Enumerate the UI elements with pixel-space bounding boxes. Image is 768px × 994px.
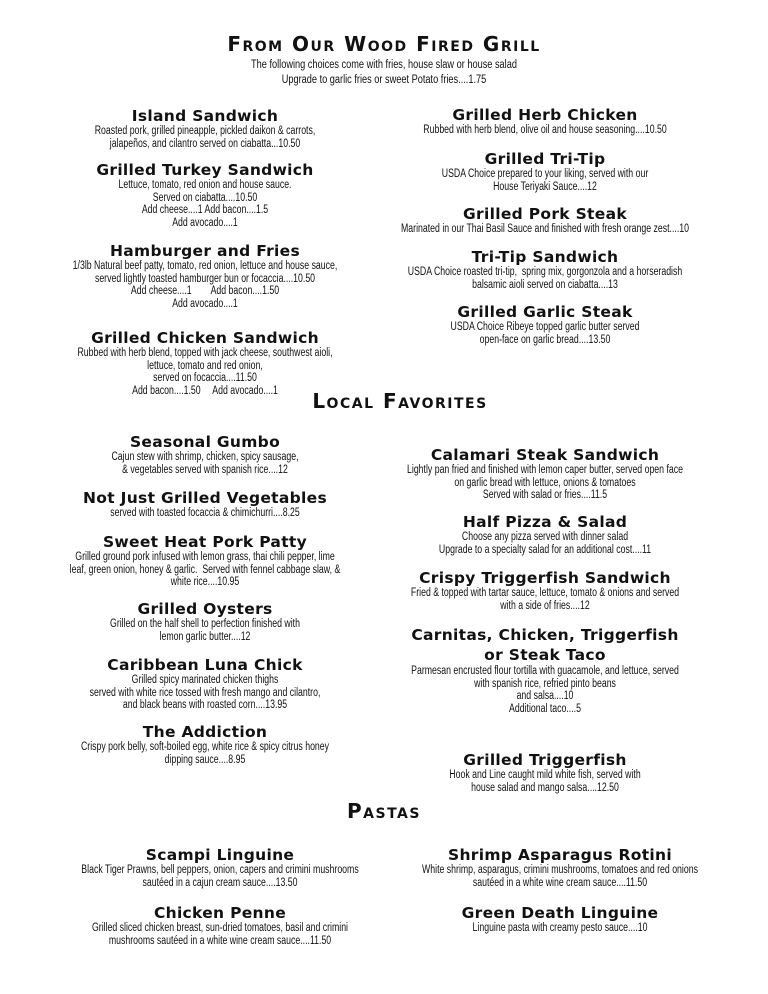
description-line: dipping sauce....8.95	[164, 753, 246, 766]
description-line: Cajun stew with shrimp, chicken, spicy sausage,	[111, 451, 299, 463]
menu-item-name: Island Sandwich	[131, 107, 279, 125]
menu-item	[60, 108, 350, 150]
menu-item-name: Grilled Herb Chicken	[452, 106, 638, 124]
section-title-local-favorites: Local Favorites	[312, 389, 488, 413]
menu-item	[364, 249, 725, 291]
menu-item	[52, 905, 389, 947]
description-line: Add avocado....1	[172, 216, 238, 229]
description-line: jalapeños, and cilantro served on ciabatta...10.50	[109, 137, 301, 150]
description-line: Add avocado....1	[172, 297, 238, 310]
description-line: lettuce, tomato and red onion,	[147, 359, 263, 372]
description-line: & vegetables served with spanish rice....12	[122, 463, 288, 476]
menu-item-name: Seasonal Gumbo	[129, 433, 281, 451]
description-line: served with toasted focaccia & chimichurri....8.25	[110, 507, 300, 519]
description-line: Black Tiger Prawns, bell peppers, onion, capers and crimini mushrooms	[81, 864, 359, 876]
description-line: White shrimp, asparagus, crimini mushrooms, tomatoes and red onions	[422, 864, 698, 876]
menu-item-name: Not Just Grilled Vegetables	[83, 489, 327, 507]
description-line: and salsa....10	[516, 690, 574, 703]
menu-item-name: Grilled Triggerfish	[463, 751, 627, 769]
menu-item-name: Grilled Chicken Sandwich	[91, 329, 319, 347]
description-line: leaf, green onion, honey & garlic. Served with fennel cabbage slaw, &	[69, 563, 341, 576]
menu-item-description	[119, 179, 292, 229]
menu-item-description	[408, 266, 682, 291]
menu-item-name: Crispy Triggerfish Sandwich	[419, 569, 671, 587]
menu-item-name: Grilled Tri-Tip	[484, 150, 606, 168]
description-line: on garlic bread with lettuce, onions & tomatoes	[454, 476, 636, 489]
menu-item-description	[411, 587, 679, 612]
menu-item-description	[423, 124, 666, 137]
description-line: Hook and Line caught mild white fish, served with	[449, 769, 641, 781]
menu-item-description	[407, 464, 683, 502]
description-line: Lightly pan fried and finished with lemon caper butter, served open face	[407, 464, 683, 476]
menu-item	[91, 162, 319, 229]
menu-item	[369, 570, 722, 612]
menu-item-description	[81, 741, 329, 766]
menu-item-name: Tri-Tip Sandwich	[471, 248, 619, 266]
menu-item	[82, 434, 328, 476]
menu-item	[445, 905, 675, 935]
menu-item	[42, 724, 368, 766]
description-line: House Teriyaki Sauce....12	[493, 180, 597, 193]
menu-item	[421, 304, 670, 346]
description-line: Served with salad or fries....11.5	[482, 489, 608, 502]
menu-item	[80, 490, 329, 520]
description-line: house salad and mango salsa....12.50	[471, 781, 619, 794]
description-line: served lightly toasted hamburger bun or focaccia....10.50	[94, 272, 316, 285]
menu-item-description	[77, 347, 332, 397]
menu-item-description	[439, 531, 651, 556]
description-line: Additional taco....5	[509, 702, 581, 715]
menu-item-name: Sweet Heat Pork Patty	[102, 533, 308, 551]
description-line: Fried & topped with tartar sauce, lettuce, tomato & onions and served	[410, 587, 680, 599]
description-line: Add cheese....1 Add bacon....1.5	[141, 204, 269, 217]
menu-item-name: Caribbean Luna Chick	[107, 656, 303, 674]
description-line: Roasted pork, grilled pineapple, pickled daikon & carrots,	[94, 125, 316, 137]
description-line: Grilled on the half shell to perfection finished with	[110, 618, 300, 630]
menu-item-name: Scampi Linguine	[145, 846, 295, 864]
description-line: Rubbed with herb blend, topped with jack cheese, southwest aioli,	[77, 347, 333, 359]
description-line: served on focaccia....11.50	[153, 372, 257, 385]
menu-item-description	[110, 507, 299, 520]
description-line: open-face on garlic bread....13.50	[479, 333, 611, 346]
description-line: Rubbed with herb blend, olive oil and house seasoning....10.50	[423, 124, 667, 136]
section-title-pastas: Pastas	[347, 799, 421, 823]
description-line: USDA Choice Ribeye topped garlic butter served	[450, 321, 640, 333]
menu-item-description	[90, 674, 321, 712]
description-line: balsamic aioli served on ciabatta....13	[472, 278, 618, 291]
menu-item-name: Green Death Linguine	[461, 904, 659, 922]
menu-item	[385, 107, 705, 137]
menu-item-name: Shrimp Asparagus Rotini	[448, 846, 672, 864]
section-note: The following choices come with fries, house slaw or house salad	[251, 59, 517, 71]
menu-item	[378, 847, 741, 889]
description-line: with spanish rice, refried pinto beans	[474, 677, 616, 690]
menu-item-name: Carnitas, Chicken, Triggerfish or Steak Taco	[411, 626, 679, 664]
description-line: Grilled sliced chicken breast, sun-dried tomatoes, basil and crimini	[91, 922, 349, 934]
menu-item-name: Grilled Turkey Sandwich	[96, 161, 314, 179]
menu-item-name: Grilled Garlic Steak	[457, 303, 633, 321]
menu-item-description	[411, 665, 679, 715]
menu-item	[356, 206, 735, 236]
menu-item-description	[110, 618, 300, 643]
menu-item-name: Chicken Penne	[153, 904, 287, 922]
description-line: mushrooms sautéed in a white wine cream sauce....11.50	[108, 934, 332, 947]
description-line: sautéed in a white wine cream sauce....11.50	[472, 876, 648, 889]
description-line: Add bacon....1.50 Add avocado....1	[132, 384, 278, 397]
menu-item-description	[95, 125, 316, 150]
description-line: Grilled spicy marinated chicken thighs	[131, 674, 279, 686]
menu-item-description	[449, 769, 640, 794]
menu-item	[31, 243, 379, 310]
menu-item-description	[70, 551, 341, 589]
menu-item-description	[473, 922, 648, 935]
description-line: lemon garlic butter....12	[159, 630, 251, 643]
description-line: Lettuce, tomato, red onion and house sauce.	[118, 179, 292, 191]
menu-item-description	[111, 451, 298, 476]
menu-item	[419, 752, 671, 794]
menu-item	[37, 330, 373, 397]
description-line: USDA Choice roasted tri-tip, spring mix, gorgonzola and a horseradish	[407, 266, 683, 278]
description-line: USDA Choice prepared to your liking, served with our	[441, 168, 649, 180]
menu-item-name: Half Pizza & Salad	[462, 513, 628, 531]
menu-item-description	[422, 864, 698, 889]
menu-item-description	[442, 168, 648, 193]
description-line: Add cheese....1 Add bacon....1.50	[130, 285, 280, 298]
menu-item-description	[81, 864, 358, 889]
description-line: Grilled ground pork infused with lemon grass, thai chili pepper, lime	[75, 551, 335, 563]
menu-item-name: The Addiction	[142, 723, 268, 741]
menu-item	[27, 534, 383, 589]
menu-item	[80, 601, 330, 643]
description-line: Linguine pasta with creamy pesto sauce....10	[472, 922, 648, 934]
description-line: served with white rice tossed with fresh mango and cilantro,	[89, 686, 321, 699]
description-line: with a side of fries....12	[500, 599, 590, 612]
menu-item	[409, 151, 681, 193]
menu-item-name: Grilled Oysters	[137, 600, 273, 618]
menu-item	[369, 625, 721, 715]
description-line: Crispy pork belly, soft-boiled egg, white rice & spicy citrus honey	[80, 741, 330, 753]
description-line: Choose any pizza served with dinner salad	[461, 531, 629, 543]
description-line: white rice....10.95	[170, 576, 240, 589]
menu-item-description	[401, 223, 689, 236]
menu-item-description	[73, 260, 338, 310]
description-line: Upgrade to a specialty salad for an additional cost....11	[438, 543, 652, 556]
section-note: Upgrade to garlic fries or sweet Potato fries....1.75	[281, 74, 487, 86]
menu-item-name: Grilled Pork Steak	[463, 205, 627, 223]
description-line: Marinated in our Thai Basil Sauce and finished with fresh orange zest....10	[401, 223, 689, 235]
menu-item	[405, 514, 684, 556]
menu-item-description	[92, 922, 348, 947]
description-line: sautéed in a cajun cream sauce....13.50	[142, 876, 298, 889]
description-line: and black beans with roasted corn....13.95	[122, 699, 288, 712]
description-line: 1/3lb Natural beef patty, tomato, red onion, lettuce and house sauce,	[72, 260, 338, 272]
description-line: Served on ciabatta....10.50	[152, 191, 258, 204]
section-title-from-our-wood-fired-grill: From Our Wood Fired Grill	[227, 32, 541, 56]
menu-item-description	[451, 321, 640, 346]
menu-item	[53, 657, 357, 712]
description-line: Parmesan encrusted flour tortilla with guacamole, and lettuce, served	[411, 665, 679, 677]
menu-item-name: Hamburger and Fries	[110, 242, 300, 260]
menu-item	[38, 847, 403, 889]
menu-item-name: Calamari Steak Sandwich	[430, 446, 660, 464]
menu-item	[363, 447, 726, 502]
